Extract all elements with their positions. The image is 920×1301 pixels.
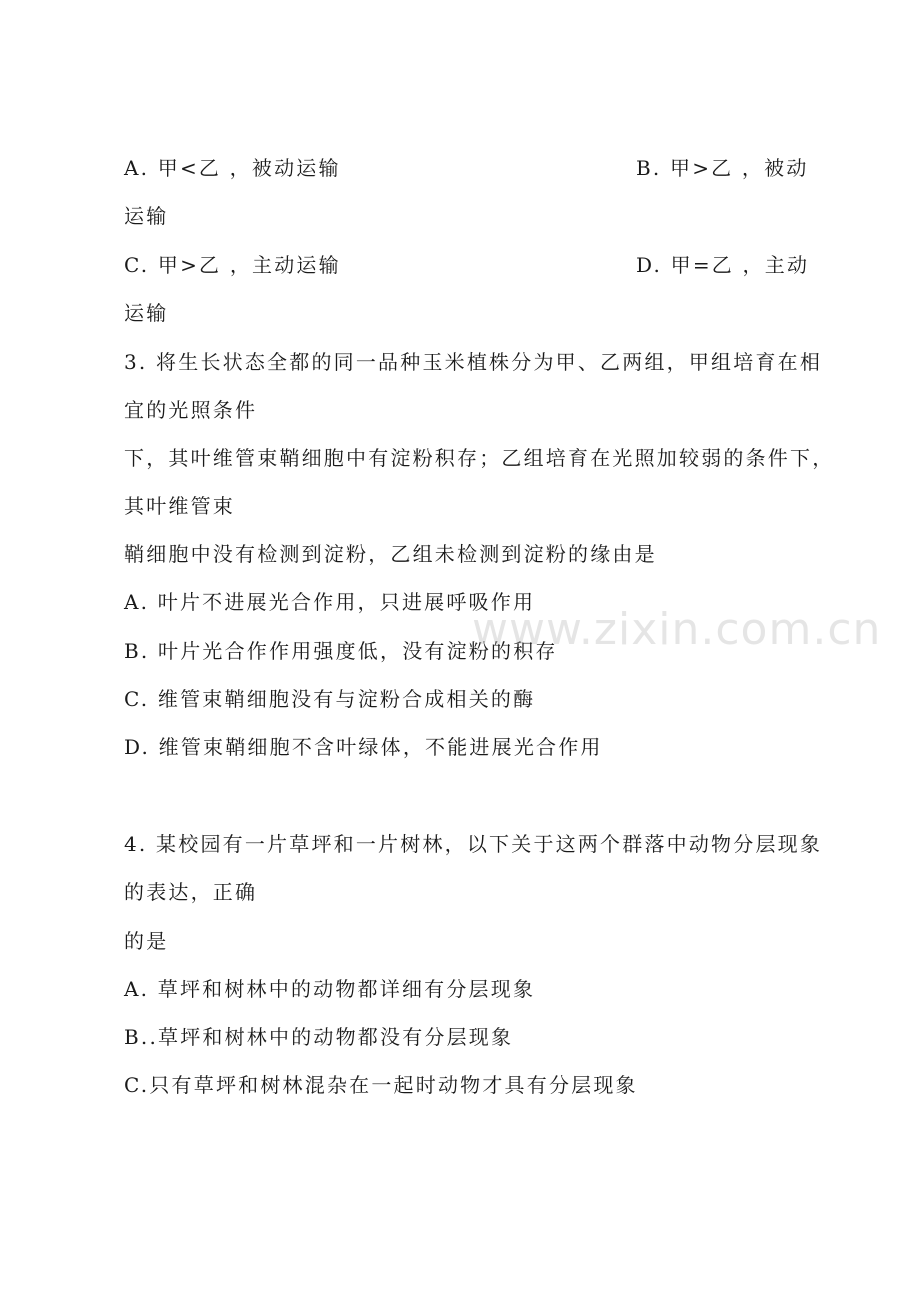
q3-option-b: B. 叶片光合作作用强度低，没有淀粉的积存	[124, 639, 558, 663]
q2-option-d-continuation: 运输	[124, 301, 169, 325]
q4-option-c: C.只有草坪和树林混杂在一起时动物才具有分层现象	[124, 1073, 638, 1097]
q3-stem-line-2: 宜的光照条件	[124, 398, 258, 422]
q3-stem-line-4: 其叶维管束	[124, 494, 235, 518]
q4-option-b: B..草坪和树林中的动物都没有分层现象	[124, 1025, 514, 1049]
q2-option-c: C. 甲>乙 ，主动运输	[124, 253, 341, 277]
q2-option-b-continuation: 运输	[124, 204, 169, 228]
q3-option-c: C. 维管束鞘细胞没有与淀粉合成相关的酶	[124, 687, 536, 711]
q2-option-a: A. 甲<乙 ，被动运输	[124, 156, 341, 180]
q4-stem-line-1: 4. 某校园有一片草坪和一片树林，以下关于这两个群落中动物分层现象	[124, 832, 823, 856]
q4-stem-line-3: 的是	[124, 929, 169, 953]
watermark: www.zixin.com.cn	[472, 604, 882, 655]
q2-option-b: B. 甲>乙 ，被动	[636, 156, 809, 180]
q2-option-d: D. 甲=乙 ，主动	[636, 253, 810, 277]
q3-option-a: A. 叶片不进展光合作用，只进展呼吸作用	[124, 590, 536, 614]
q4-option-a: A. 草坪和树林中的动物都详细有分层现象	[124, 977, 536, 1001]
q3-stem-line-3: 下，其叶维管束鞘细胞中有淀粉积存；乙组培育在光照加较弱的条件下，	[124, 446, 835, 470]
q3-stem-line-5: 鞘细胞中没有检测到淀粉，乙组未检测到淀粉的缘由是	[124, 542, 657, 566]
q3-option-d: D. 维管束鞘细胞不含叶绿体，不能进展光合作用	[124, 735, 603, 759]
q3-stem-line-1: 3. 将生长状态全都的同一品种玉米植株分为甲、乙两组，甲组培育在相	[124, 350, 823, 374]
q4-stem-line-2: 的表达，正确	[124, 880, 258, 904]
